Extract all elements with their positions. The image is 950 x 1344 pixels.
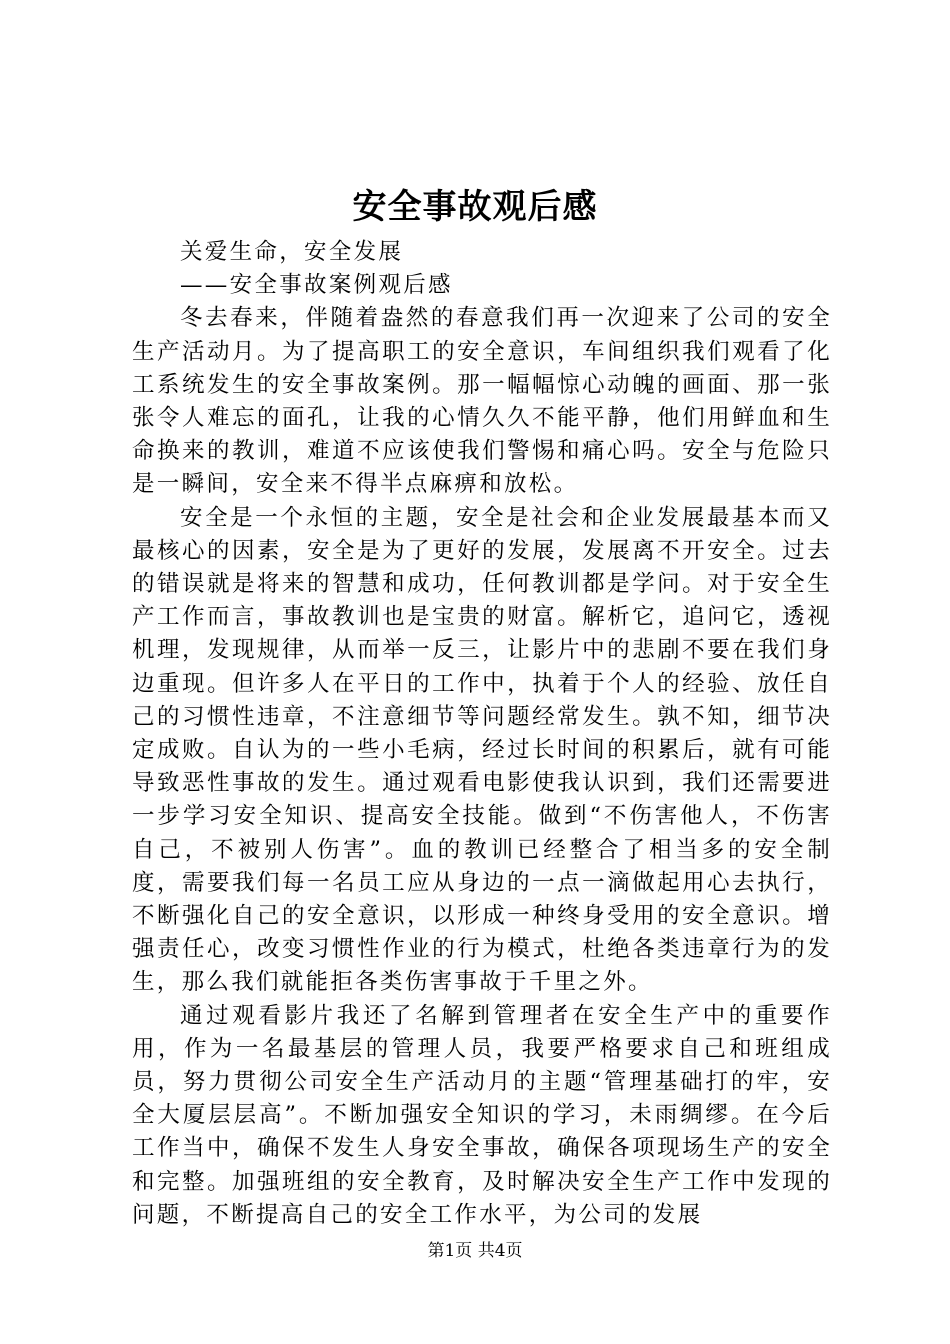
document-title: 安全事故观后感 [352,187,598,227]
subtitle-line: ——安全事故案例观后感 [180,272,453,299]
subtitle-line: 关爱生命，安全发展 [180,239,404,265]
document-body [132,236,832,1232]
body-paragraph: 冬去春来，伴随着盎然的春意我们再一次迎来了公司的安全生产活动月。为了提高职工的安全意识，车间组织我们观看了化工系统发生的安全事故案例。那一幅幅惊心动魄的画面、那一张张令人难忘的面孔，让我的心情久久不能平静，他们用鲜血和生命换来的教训，难道不应该使我们警惕和痛心吗。安全与危险只是一瞬间，安全来不得半点麻痹和放松。 [132,305,832,498]
page-footer: 第1页 共4页 [427,1241,523,1261]
body-paragraph: 安全是一个永恒的主题，安全是社会和企业发展最基本而又最核心的因素，安全是为了更好的发展，发展离不开安全。过去的错误就是将来的智慧和成功，任何教训都是学问。对于安全生产工作而言，事故教训也是宝贵的财富。解析它，追问它，透视机理，发现规律，从而举一反三，让影片中的悲剧不要在我们身边重现。但许多人在平日的工作中，执着于个人的经验、放任自己的习惯性违章，不注意细节等问题经常发生。孰不知，细节决定成败。自认为的一些小毛病，经过长时间的积累后，就有可能导致恶性事故的发生。通过观看电影使我认识到，我们还需要进一步学习安全知识、提高安全技能。做到“不伤害他人，不伤害自己，不被别人伤害”。血的教训已经整合了相当多的安全制度，需要我们每一名员工应从身边的一点一滴做起用心去执行，不断强化自己的安全意识，以形成一种终身受用的安全意识。增强责任心，改变习惯性作业的行为模式，杜绝各类违章行为的发生，那么我们就能拒各类伤害事故于千里之外。 [132,504,832,996]
body-paragraph: 通过观看影片我还了名解到管理者在安全生产中的重要作用，作为一名最基层的管理人员，我要严格要求自己和班组成员，努力贯彻公司安全生产活动月的主题“管理基础打的牢，安全大厦层层高”。不断加强安全知识的学习，未雨绸缪。在今后工作当中，确保不发生人身安全事故，确保各项现场生产的安全和完整。加强班组的安全教育，及时解决安全生产工作中发现的问题，不断提高自己的安全工作水平，为公司的发展 [132,1002,832,1228]
